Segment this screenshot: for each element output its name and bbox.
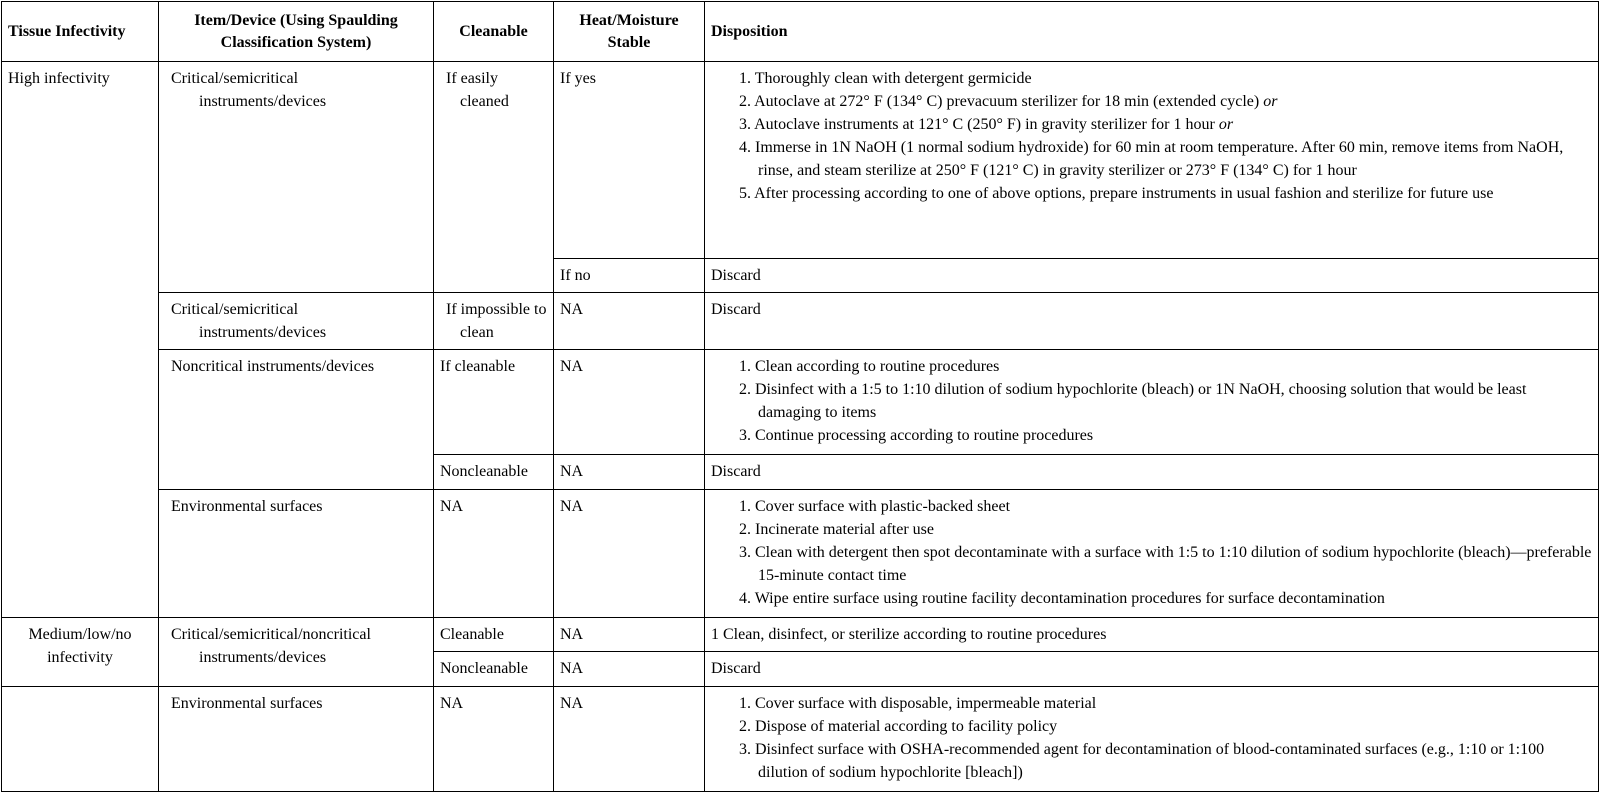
tissue-empty-cell [2,687,159,792]
disposition-cell [705,489,1599,617]
cleanable-cell: NA [434,489,554,617]
disposition-list [711,355,1592,447]
heat-cell: NA [554,454,705,489]
disposition-list [711,692,1592,784]
list-item: 1. Cover surface with disposable, impermeable material [739,695,1097,713]
heat-cell: If no [554,258,705,293]
list-item: 4. Wipe entire surface using routine facility decontamination procedures for surface decontamination [739,589,1385,607]
item-cell [159,62,434,293]
item-text: Critical/semicritical/noncritical instruments/devices [171,625,371,666]
disposition-cell [705,62,1599,258]
list-item: 2. Disinfect with a 1:5 to 1:10 dilution of sodium hypochlorite (bleach) or 1N NaOH, choosing solution that would be least damaging to items [739,381,1527,422]
disposition-cell: Discard [705,258,1599,293]
cleanable-cell: Noncleanable [434,652,554,687]
cleanable-text: If easily cleaned [446,70,509,111]
disposition-cell [705,687,1599,792]
item-text: Noncritical instruments/devices [171,358,375,376]
table-row [2,489,1599,617]
list-item [711,136,1592,182]
list-item: 3. Disinfect surface with OSHA-recommended agent for decontamination of blood-contaminated surfaces (e.g., 1:10 or 1:100 dilution of sodium hypochlorite [bleach]) [739,741,1545,782]
list-item: 1. Cover surface with plastic-backed sheet [739,497,1011,515]
list-item [711,90,1592,113]
list-item-text: 3. Autoclave instruments at 121° C (250° F) in gravity sterilizer for 1 hour [739,116,1215,134]
disposition-cell [705,350,1599,455]
header-cleanable: Cleanable [434,2,554,62]
or-text: or [1218,116,1234,134]
tissue-label: Medium/low/no infectivity [28,625,132,666]
cleanable-cell [434,293,554,350]
heat-cell: NA [554,350,705,455]
list-item: 3. Continue processing according to routine procedures [739,427,1094,445]
header-item-device: Item/Device (Using Spaulding Classification System) [159,2,434,62]
list-item-text: 1. Thoroughly clean with detergent germicide [739,70,1032,88]
heat-cell: NA [554,617,705,652]
header-tissue-infectivity: Tissue Infectivity [2,2,159,62]
item-text: Critical/semicritical instruments/devices [171,301,327,342]
list-item [711,113,1592,136]
list-item [711,67,1592,90]
disposition-table [1,1,1599,792]
or-text: or [1263,93,1278,111]
cleanable-cell [434,62,554,293]
list-item-text: 2. Autoclave at 272° F (134° C) prevacuum sterilizer for 18 min (extended cycle) [739,93,1260,111]
disposition-cell: 1 Clean, disinfect, or sterilize according to routine procedures [705,617,1599,652]
tissue-infectivity-high [2,62,159,618]
table-row [2,350,1599,455]
list-item: 2. Incinerate material after use [739,520,934,538]
cleanable-text: If impossible to clean [446,301,547,342]
cleanable-cell: Cleanable [434,617,554,652]
tissue-infectivity-medium [2,617,159,686]
disposition-cell: Discard [705,454,1599,489]
header-heat-moisture: Heat/Moisture Stable [554,2,705,62]
table-row [2,687,1599,792]
item-cell [159,489,434,617]
heat-cell: NA [554,687,705,792]
list-item [711,182,1592,205]
table-row [2,617,1599,652]
item-cell [159,350,434,489]
disposition-cell: Discard [705,293,1599,350]
item-cell [159,617,434,686]
list-item: 2. Dispose of material according to facility policy [739,718,1058,736]
heat-cell: NA [554,293,705,350]
list-item-text: 4. Immerse in 1N NaOH (1 normal sodium hydroxide) for 60 min at room temperature. After 60 min, remove items from NaOH, rinse, and steam sterilize at 250° F (121° C) in gravity sterilizer or 273° F (134° C) for 1 hour [739,139,1564,180]
header-disposition: Disposition [705,2,1599,62]
list-item: 3. Clean with detergent then spot decontaminate with a surface with 1:5 to 1:10 dilution of sodium hypochlorite (bleach)—preferable 15-minute contact time [739,543,1592,584]
disposition-list [711,495,1592,610]
heat-cell: If yes [554,62,705,258]
header-row [2,2,1599,62]
item-cell [159,687,434,792]
cleanable-cell: NA [434,687,554,792]
table-row [2,62,1599,258]
heat-cell: NA [554,652,705,687]
disposition-list [711,67,1592,205]
disposition-cell: Discard [705,652,1599,687]
item-text: Environmental surfaces [171,497,323,515]
cleanable-cell: Noncleanable [434,454,554,489]
tissue-label: High infectivity [8,70,110,88]
item-cell [159,293,434,350]
item-text: Environmental surfaces [171,695,323,713]
heat-cell: NA [554,489,705,617]
list-item: 1. Clean according to routine procedures [739,358,1000,376]
item-text: Critical/semicritical instruments/devices [171,70,327,111]
cleanable-cell: If cleanable [434,350,554,455]
table-row [2,293,1599,350]
list-item-text: 5. After processing according to one of above options, prepare instruments in usual fashion and sterilize for future use [739,185,1494,203]
